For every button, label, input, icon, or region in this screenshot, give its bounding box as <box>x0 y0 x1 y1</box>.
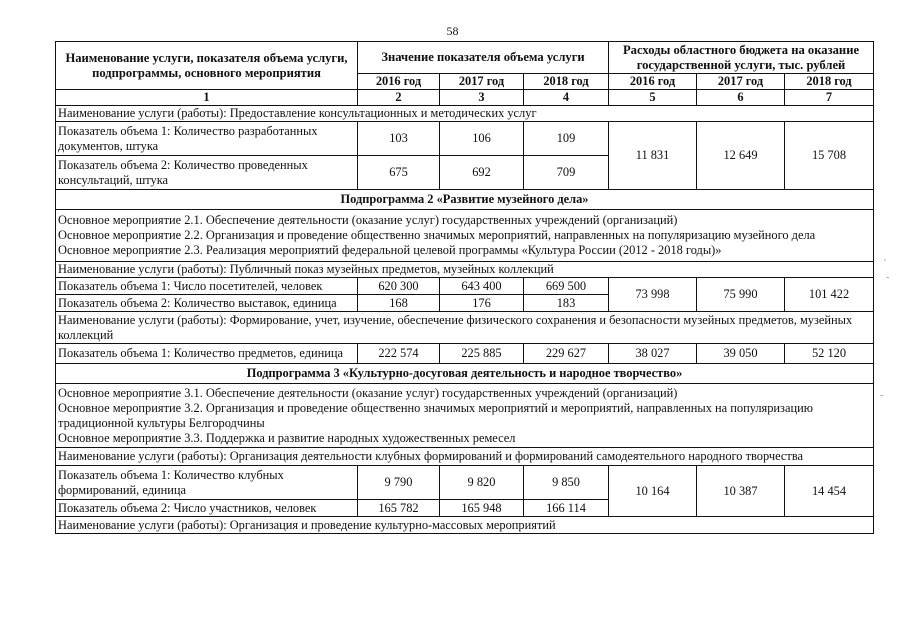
indicator-row <box>56 344 874 364</box>
value-cell: 229 627 <box>524 344 609 364</box>
col-number: 1 <box>56 90 358 106</box>
service-name: Наименование услуги (работы): Организация деятельности клубных формирований и формирований самодеятельного народного творчества <box>56 448 874 466</box>
value-cell: 225 885 <box>440 344 524 364</box>
value-cell: 166 114 <box>524 500 609 517</box>
service-name: Наименование услуги (работы): Формирование, учет, изучение, обеспечение физического сохранения и безопасности музейных предметов, музейных коллекций <box>56 312 874 344</box>
col-number: 4 <box>524 90 609 106</box>
indicator-label: Показатель объема 1: Число посетителей, человек <box>56 278 358 295</box>
scan-speck: ' <box>884 258 886 269</box>
value-cell: 176 <box>440 295 524 312</box>
subprogram-title: Подпрограмма 3 «Культурно-досуговая деятельность и народное творчество» <box>56 364 874 384</box>
budget-cell: 10 387 <box>697 466 785 517</box>
measure-item: Основное мероприятие 2.3. Реализация мероприятий федеральной целевой программы «Культура России (2012 - 2018 годы)» <box>58 243 722 257</box>
column-numbers-row <box>56 90 874 106</box>
service-row <box>56 106 874 122</box>
value-cell: 168 <box>358 295 440 312</box>
header-budget-group: Расходы областного бюджета на оказание государственной услуги, тыс. рублей <box>609 42 874 74</box>
subprogram-row <box>56 364 874 384</box>
year-cell: 2017 год <box>697 74 785 90</box>
budget-cell: 10 164 <box>609 466 697 517</box>
service-volume-table <box>55 41 874 534</box>
budget-cell: 11 831 <box>609 122 697 190</box>
year-cell: 2018 год <box>524 74 609 90</box>
indicator-row <box>56 466 874 500</box>
value-cell: 675 <box>358 156 440 190</box>
indicator-label: Показатель объема 1: Количество предметов, единица <box>56 344 358 364</box>
budget-cell: 52 120 <box>785 344 874 364</box>
indicator-row <box>56 122 874 156</box>
header-volume-group: Значение показателя объема услуги <box>358 42 609 74</box>
measures-row <box>56 210 874 262</box>
value-cell: 9 790 <box>358 466 440 500</box>
header-row <box>56 42 874 74</box>
year-cell: 2017 год <box>440 74 524 90</box>
header-col1: Наименование услуги, показателя объема услуги, подпрограммы, основного мероприятия <box>56 42 358 90</box>
budget-cell: 12 649 <box>697 122 785 190</box>
indicator-label: Показатель объема 2: Количество выставок, единица <box>56 295 358 312</box>
indicator-row <box>56 278 874 295</box>
col-number: 2 <box>358 90 440 106</box>
value-cell: 183 <box>524 295 609 312</box>
measure-item: Основное мероприятие 3.2. Организация и проведение общественно значимых мероприятий и мероприятий, направленных на популяризацию традиционной культуры Белгородчины <box>58 400 813 430</box>
budget-cell: 101 422 <box>785 278 874 312</box>
col-number: 5 <box>609 90 697 106</box>
scan-speck: - <box>880 390 884 401</box>
service-name: Наименование услуги (работы): Публичный показ музейных предметов, музейных коллекций <box>56 262 874 278</box>
measures-cell <box>56 210 874 262</box>
budget-cell: 38 027 <box>609 344 697 364</box>
value-cell: 620 300 <box>358 278 440 295</box>
service-row <box>56 448 874 466</box>
indicator-label: Показатель объема 2: Число участников, человек <box>56 500 358 517</box>
value-cell: 103 <box>358 122 440 156</box>
value-cell: 165 948 <box>440 500 524 517</box>
value-cell: 669 500 <box>524 278 609 295</box>
measure-item: Основное мероприятие 2.1. Обеспечение деятельности (оказание услуг) государственных учреждений (организаций) <box>58 213 678 227</box>
value-cell: 643 400 <box>440 278 524 295</box>
page-number: 58 <box>446 24 459 38</box>
scan-speck: - <box>886 272 890 283</box>
measures-row <box>56 384 874 448</box>
value-cell: 9 820 <box>440 466 524 500</box>
value-cell: 106 <box>440 122 524 156</box>
subprogram-row <box>56 190 874 210</box>
value-cell: 709 <box>524 156 609 190</box>
value-cell: 165 782 <box>358 500 440 517</box>
year-cell: 2018 год <box>785 74 874 90</box>
budget-cell: 15 708 <box>785 122 874 190</box>
year-cell: 2016 год <box>358 74 440 90</box>
value-cell: 9 850 <box>524 466 609 500</box>
value-cell: 222 574 <box>358 344 440 364</box>
service-name: Наименование услуги (работы): Предоставление консультационных и методических услуг <box>56 106 874 122</box>
measure-item: Основное мероприятие 2.2. Организация и проведение общественно значимых мероприятий, направленных на популяризацию музейного дела <box>58 228 816 242</box>
subprogram-title: Подпрограмма 2 «Развитие музейного дела» <box>56 190 874 210</box>
col-number: 7 <box>785 90 874 106</box>
budget-cell: 73 998 <box>609 278 697 312</box>
value-cell: 109 <box>524 122 609 156</box>
measures-cell <box>56 384 874 448</box>
year-cell: 2016 год <box>609 74 697 90</box>
indicator-label: Показатель объема 1: Количество клубных формирований, единица <box>56 466 358 500</box>
service-name: Наименование услуги (работы): Организация и проведение культурно-массовых мероприятий <box>56 517 874 534</box>
budget-cell: 75 990 <box>697 278 785 312</box>
col-number: 3 <box>440 90 524 106</box>
measure-item: Основное мероприятие 3.3. Поддержка и развитие народных художественных ремесел <box>58 430 516 445</box>
budget-cell: 14 454 <box>785 466 874 517</box>
service-row <box>56 262 874 278</box>
budget-cell: 39 050 <box>697 344 785 364</box>
service-row <box>56 517 874 534</box>
indicator-label: Показатель объема 1: Количество разработанных документов, штука <box>56 122 358 156</box>
col-number: 6 <box>697 90 785 106</box>
measure-item: Основное мероприятие 3.1. Обеспечение деятельности (оказание услуг) государственных учреждений (организаций) <box>58 385 678 400</box>
service-row <box>56 312 874 344</box>
value-cell: 692 <box>440 156 524 190</box>
indicator-label: Показатель объема 2: Количество проведенных консультаций, штука <box>56 156 358 190</box>
